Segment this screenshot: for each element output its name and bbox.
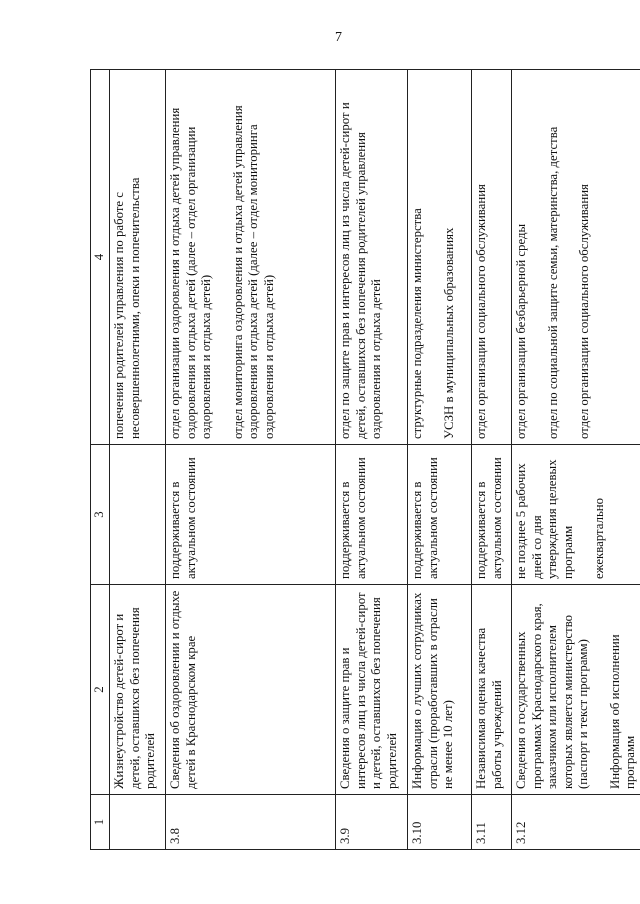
responsible-item: структурные подразделения министерства bbox=[410, 208, 424, 439]
cell-name: Независимая оценка качества работы учреждений bbox=[472, 585, 512, 795]
services-table bbox=[90, 69, 640, 850]
cell-responsible bbox=[166, 70, 336, 445]
responsible-item: УСЗН в муниципальных образованиях bbox=[441, 227, 456, 439]
table-row-3-8 bbox=[166, 70, 336, 850]
cell-term bbox=[110, 445, 166, 585]
responsible-item: отдел организации безбарьерной среды bbox=[514, 223, 528, 439]
responsible-item: отдел мониторинга оздоровления и отдыха детей управления оздоровления и отдыха детей (далее – отдел мониторинга оздоровления и отдыха детей) bbox=[230, 105, 276, 439]
responsible-item: отдел по социальной защите семьи, материнства, детства bbox=[545, 126, 560, 439]
cell-term: поддерживается в актуальном состоянии bbox=[166, 445, 336, 585]
rotated-table-container bbox=[90, 70, 637, 850]
cell-num: 3.8 bbox=[166, 795, 336, 850]
cell-num: 3.11 bbox=[472, 795, 512, 850]
table-row-3-12 bbox=[512, 70, 640, 850]
cell-name: Сведения об оздоровлении и отдыхе детей в Краснодарском крае bbox=[166, 585, 336, 795]
program-item: Сведения о государственных программах Краснодарского края, заказчиком или исполнителем которых является министерство (паспорт и текст программ) bbox=[514, 603, 590, 789]
term-item: не позднее 5 рабочих дней со дня утверждения целевых программ bbox=[514, 459, 575, 579]
table-row-3-9 bbox=[336, 70, 408, 850]
header-col-2: 2 bbox=[91, 585, 110, 795]
cell-num: 3.9 bbox=[336, 795, 408, 850]
table-row-3-10 bbox=[408, 70, 472, 850]
cell-name: Сведения о защите прав и интересов лиц из числа детей-сирот и детей, оставшихся без попечения родителей bbox=[336, 585, 408, 795]
term-item: ежеквартально bbox=[592, 497, 606, 579]
table-header-row bbox=[91, 70, 110, 850]
cell-term: поддерживается в актуальном состоянии bbox=[408, 445, 472, 585]
header-col-3: 3 bbox=[91, 445, 110, 585]
cell-responsible bbox=[512, 70, 640, 445]
cell-responsible bbox=[408, 70, 472, 445]
cell-name: Информация о лучших сотрудниках отрасли (проработавших в отрасли не менее 10 лет) bbox=[408, 585, 472, 795]
cell-responsible: отдел по защите прав и интересов лиц из числа детей-сирот и детей, оставшихся без попечения родителей управления оздоровления и отдыха детей bbox=[336, 70, 408, 445]
cell-name bbox=[512, 585, 640, 795]
cell-term: поддерживается в актуальном состоянии bbox=[472, 445, 512, 585]
cell-responsible: попечения родителей управления по работе с несовершеннолетними, опеки и попечительства bbox=[110, 70, 166, 445]
header-col-4: 4 bbox=[91, 70, 110, 445]
table-row-3-11 bbox=[472, 70, 512, 850]
cell-responsible: отдел организации социального обслуживания bbox=[472, 70, 512, 445]
cell-num: 3.10 bbox=[408, 795, 472, 850]
cell-term bbox=[512, 445, 640, 585]
cell-num: 3.12 bbox=[512, 795, 640, 850]
header-col-1: 1 bbox=[91, 795, 110, 850]
responsible-item: отдел организации социального обслуживания bbox=[577, 184, 591, 439]
page-number: 7 bbox=[335, 30, 342, 45]
responsible-item: отдел организации оздоровления и отдыха детей управления оздоровления и отдыха детей (далее – отдел организации оздоровления и отдыха детей) bbox=[168, 107, 213, 439]
cell-name: Жизнеустройство детей-сирот и детей, оставшихся без попечения родителей bbox=[110, 585, 166, 795]
table-row-continuation bbox=[110, 70, 166, 850]
cell-num bbox=[110, 795, 166, 850]
cell-term: поддерживается в актуальном состоянии bbox=[336, 445, 408, 585]
program-item: Информация об исполнении программ bbox=[607, 634, 637, 789]
